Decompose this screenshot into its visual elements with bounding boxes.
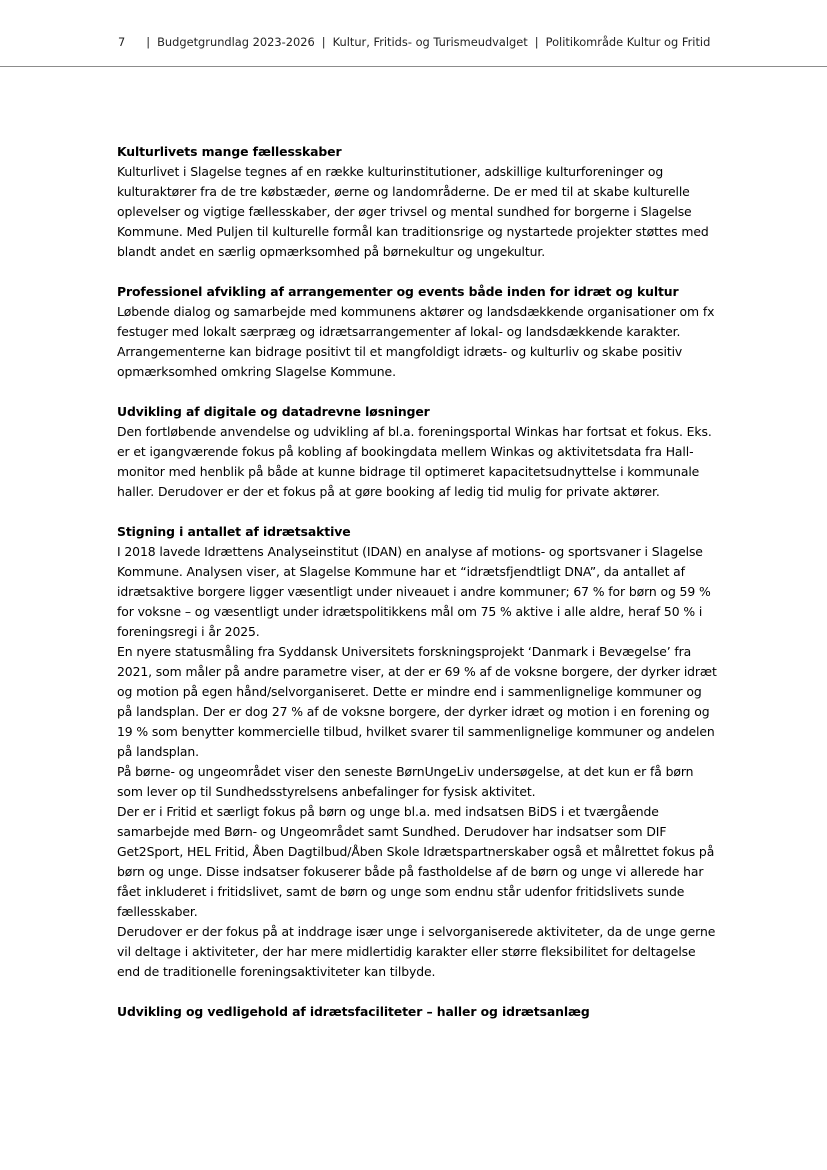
page-header [0, 0, 827, 67]
section-kulturliv [117, 142, 717, 262]
paragraph: Derudover er der fokus på at inddrage især unge i selvorganiserede aktiviteter, da de unge gerne vil deltage i aktiviteter, der har mere midlertidig karakter eller større fleksibilitet for deltagelse end de traditionelle foreningsaktiviteter kan tilbyde. [117, 924, 716, 979]
paragraph: Løbende dialog og samarbejde med kommunens aktører og landsdækkende organisationer om fx festuger med lokalt særpræg og idrætsarrangementer af lokal- og landsdækkende karakter. Arrangementerne kan bidrage positivt til et mangfoldigt idræts- og kulturliv og skabe positiv opmærksomhed omkring Slagelse Kommune. [117, 304, 715, 379]
paragraph: Den fortløbende anvendelse og udvikling af bl.a. foreningsportal Winkas har fortsat et fokus. Eks. er et igangværende fokus på kobling af bookingdata mellem Winkas og aktivitetsdata fra Hall-monitor med henblik på både at kunne bidrage til optimeret kapacitetsudnyttelse i kommunale haller. Derudover er der et fokus på at gøre booking af ledig tid mulig for private aktører. [117, 424, 712, 499]
page-number: 7 [118, 35, 126, 49]
document-title: Budgetgrundlag 2023-2026 [157, 35, 315, 49]
document-body [117, 142, 717, 1022]
section-heading: Professionel afvikling af arrangementer og events både inden for idræt og kultur [117, 284, 679, 299]
section-heading: Udvikling af digitale og datadrevne løsninger [117, 404, 430, 419]
section-digitale-loesninger [117, 402, 717, 502]
paragraph: På børne- og ungeområdet viser den seneste BørnUngeLiv undersøgelse, at det kun er få børn som lever op til Sundhedsstyrelsens anbefalinger for fysisk aktivitet. [117, 764, 694, 799]
paragraph: I 2018 lavede Idrættens Analyseinstitut (IDAN) en analyse af motions- og sportsvaner i Slagelse Kommune. Analysen viser, at Slagelse Kommune har et “idrætsfjendtligt DNA”, da antallet af idrætsaktive borgere ligger væsentligt under niveauet i andre kommuner; 67 % for børn og 59 % for voksne – og væsentligt under idrætspolitikkens mål om 75 % aktive i alle aldre, heraf 50 % i foreningsregi i år 2025. [117, 544, 711, 639]
section-heading: Stigning i antallet af idrætsaktive [117, 524, 351, 539]
paragraph: En nyere statusmåling fra Syddansk Universitets forskningsprojekt ‘Danmark i Bevægelse’ fra 2021, som måler på andre parametre viser, at der er 69 % af de voksne borgere, der dyrker idræt og motion på egen hånd/selvorganiseret. Dette er mindre end i sammenlignelige kommuner og på landsplan. Der er dog 27 % af de voksne borgere, der dyrker idræt og motion i en forening og 19 % som benytter kommercielle tilbud, hvilket svarer til sammenlignelige kommuner og andelen på landsplan. [117, 644, 717, 759]
header-separator: | [321, 35, 326, 49]
section-heading: Kulturlivets mange fællesskaber [117, 144, 342, 159]
committee-name: Kultur, Fritids- og Turismeudvalget [332, 35, 528, 49]
section-idraetsaktive [117, 522, 717, 982]
header-row [118, 35, 710, 49]
paragraph: Der er i Fritid et særligt fokus på børn og unge bl.a. med indsatsen BiDS i et tværgående samarbejde med Børn- og Ungeområdet samt Sundhed. Derudover har indsatser som DIF Get2Sport, HEL Fritid, Åben Dagtilbud/Åben Skole Idrætspartnerskaber også et målrettet fokus på børn og unge. Disse indsatser fokuserer både på fastholdelse af de børn og unge vi allerede har fået inkluderet i fritidslivet, samt de børn og unge som endnu står udenfor fritidslivets sunde fællesskaber. [117, 804, 715, 919]
paragraph: Kulturlivet i Slagelse tegnes af en række kulturinstitutioner, adskillige kulturforeninger og kulturaktører fra de tre købstæder, øerne og landområderne. De er med til at skabe kulturelle oplevelser og vigtige fællesskaber, der øger trivsel og mental sundhed for borgerne i Slagelse Kommune. Med Puljen til kulturelle formål kan traditionsrige og nystartede projekter støttes med blandt andet en særlig opmærksomhed på børnekultur og ungekultur. [117, 164, 709, 259]
header-separator: | [146, 35, 151, 49]
section-heading-faciliteter: Udvikling og vedligehold af idrætsfaciliteter – haller og idrætsanlæg [117, 1004, 590, 1019]
section-arrangementer [117, 282, 717, 382]
policy-area: Politikområde Kultur og Fritid [545, 35, 711, 49]
header-separator: | [534, 35, 539, 49]
